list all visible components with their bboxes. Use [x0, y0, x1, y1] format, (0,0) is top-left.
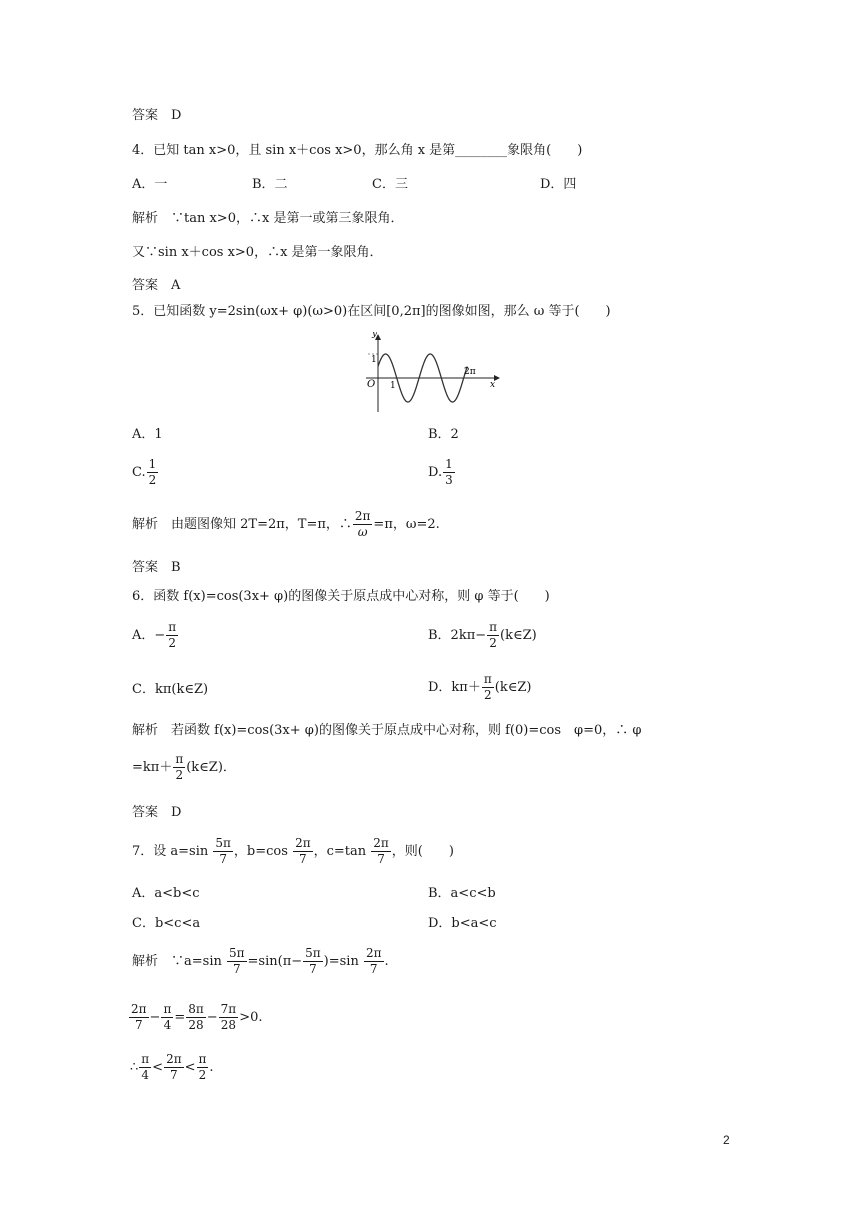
frac-one-half: $\frac{1}{2}$	[148, 457, 157, 487]
q4-stem: 4．已知 tan x>0，且 sin x＋cos x>0，那么角 x 是第________象限角( )	[132, 143, 583, 158]
q5-analysis: 解析 由题图像知 2T=2π，T=π，∴ $\frac{2\pi}{\omega}$ =π，ω=2.	[132, 509, 440, 539]
q5-sine-graph	[362, 332, 502, 414]
q7-analysis-3: ∴ $\frac{\pi}{4}$ < $\frac{2\pi}{7}$ < $\frac{\pi}{2}$ .	[130, 1052, 214, 1082]
frac-8pi-28: $\frac{8\pi}{28}$	[188, 1002, 204, 1032]
q6-option-a: A．− $\frac{\pi}{2}$	[132, 620, 177, 650]
q7-analysis-2: $\frac{2\pi}{7}$ − $\frac{\pi}{4}$ = $\frac{8\pi}{28}$ − $\frac{7\pi}{28}$ >0.	[131, 1002, 263, 1032]
frac-pi-4: $\frac{\pi}{4}$	[141, 1052, 150, 1082]
q6-option-d: D．kπ＋ $\frac{\pi}{2}$ (k∈Z)	[428, 672, 532, 702]
q7-option-d: D．b<a<c	[428, 916, 497, 931]
q5-option-a: A．1	[132, 427, 163, 442]
q4-option-c: C．三	[372, 177, 408, 192]
q4-option-d: D．四	[540, 177, 577, 192]
frac-pi-2: $\frac{\pi}{2}$	[198, 1052, 207, 1082]
q7-stem: 7．设 a=sin $\frac{5\pi}{7}$ ，b=cos $\frac{2\pi}{7}$ ，c=tan $\frac{2\pi}{7}$ ，则( )	[132, 836, 454, 866]
q6-stem: 6．函数 f(x)=cos(3x+ φ)的图像关于原点成中心对称，则 φ 等于( )	[132, 589, 550, 604]
q5-option-d: D. $\frac{1}{3}$	[428, 457, 453, 487]
x-axis-label: x	[490, 380, 496, 390]
q6-analysis-2: =kπ＋ $\frac{\pi}{2}$ (k∈Z)．	[132, 752, 236, 782]
y-tick-1-label: 1	[371, 355, 377, 365]
frac-2pi-7: $\frac{2\pi}{7}$	[295, 836, 311, 866]
q6-analysis-1: 解析 若函数 f(x)=cos(3x+ φ)的图像关于原点成中心对称，则 f(0)=cos φ=0，∴ φ	[132, 723, 642, 738]
q7-option-b: B．a<c<b	[428, 886, 496, 901]
frac-2pi-omega: $\frac{2\pi}{\omega}$	[354, 509, 371, 539]
frac-one-third: $\frac{1}{3}$	[445, 457, 453, 487]
q7-analysis-1: 解析 ∵a=sin $\frac{5\pi}{7}$ =sin(π− $\frac{5\pi}{7}$ )=sin $\frac{2\pi}{7}$ .	[132, 946, 389, 976]
q7-option-a: A．a<b<c	[132, 886, 200, 901]
q6-option-b: B．2kπ− $\frac{\pi}{2}$ (k∈Z)	[428, 620, 537, 650]
q5-answer: 答案 B	[132, 560, 181, 575]
q7-option-c: C．b<c<a	[132, 916, 201, 931]
frac-pi-2: $\frac{\pi}{2}$	[175, 752, 184, 782]
q4-option-a: A．一	[132, 177, 168, 192]
frac-2pi-7: $\frac{2\pi}{7}$	[166, 1052, 182, 1082]
frac-pi-2: $\frac{\pi}{2}$	[489, 620, 498, 650]
two-pi-label: 2π	[464, 367, 476, 377]
frac-2pi-7: $\frac{2\pi}{7}$	[365, 946, 382, 976]
page-number: 2	[723, 1133, 730, 1147]
frac-2pi-7: $\frac{2\pi}{7}$	[373, 836, 389, 866]
frac-5pi-7: $\frac{5\pi}{7}$	[215, 836, 231, 866]
frac-pi-4: $\frac{\pi}{4}$	[163, 1002, 172, 1032]
frac-5pi-7: $\frac{5\pi}{7}$	[305, 946, 321, 976]
frac-5pi-7: $\frac{5\pi}{7}$	[229, 946, 245, 976]
q5-stem: 5．已知函数 y=2sin(ωx+ φ)(ω>0)在区间[0,2π]的图像如图，那么 ω 等于( )	[132, 304, 611, 319]
frac-pi-2: $\frac{\pi}{2}$	[168, 620, 177, 650]
y-axis-label: y	[372, 332, 378, 339]
q4-option-b: B．二	[252, 177, 288, 192]
q4-answer: 答案 A	[132, 278, 181, 293]
q4-analysis-2: 又∵sin x＋cos x>0，∴x 是第一象限角．	[132, 245, 383, 260]
q3-answer: 答案 D	[132, 108, 182, 123]
q4-analysis-1: 解析 ∵tan x>0，∴x 是第一或第三象限角．	[132, 211, 404, 226]
q5-option-b: B．2	[428, 427, 459, 442]
origin-label: O	[367, 379, 376, 390]
frac-pi-2: $\frac{\pi}{2}$	[483, 672, 492, 702]
frac-2pi-7: $\frac{2\pi}{7}$	[131, 1002, 147, 1032]
q5-option-c: C. $\frac{1}{2}$	[132, 457, 157, 487]
frac-7pi-28: $\frac{7\pi}{28}$	[220, 1002, 237, 1032]
x-tick-1-label: 1	[390, 381, 396, 391]
q6-option-c: C．kπ(k∈Z)	[132, 682, 209, 697]
q6-answer: 答案 D	[132, 805, 182, 820]
